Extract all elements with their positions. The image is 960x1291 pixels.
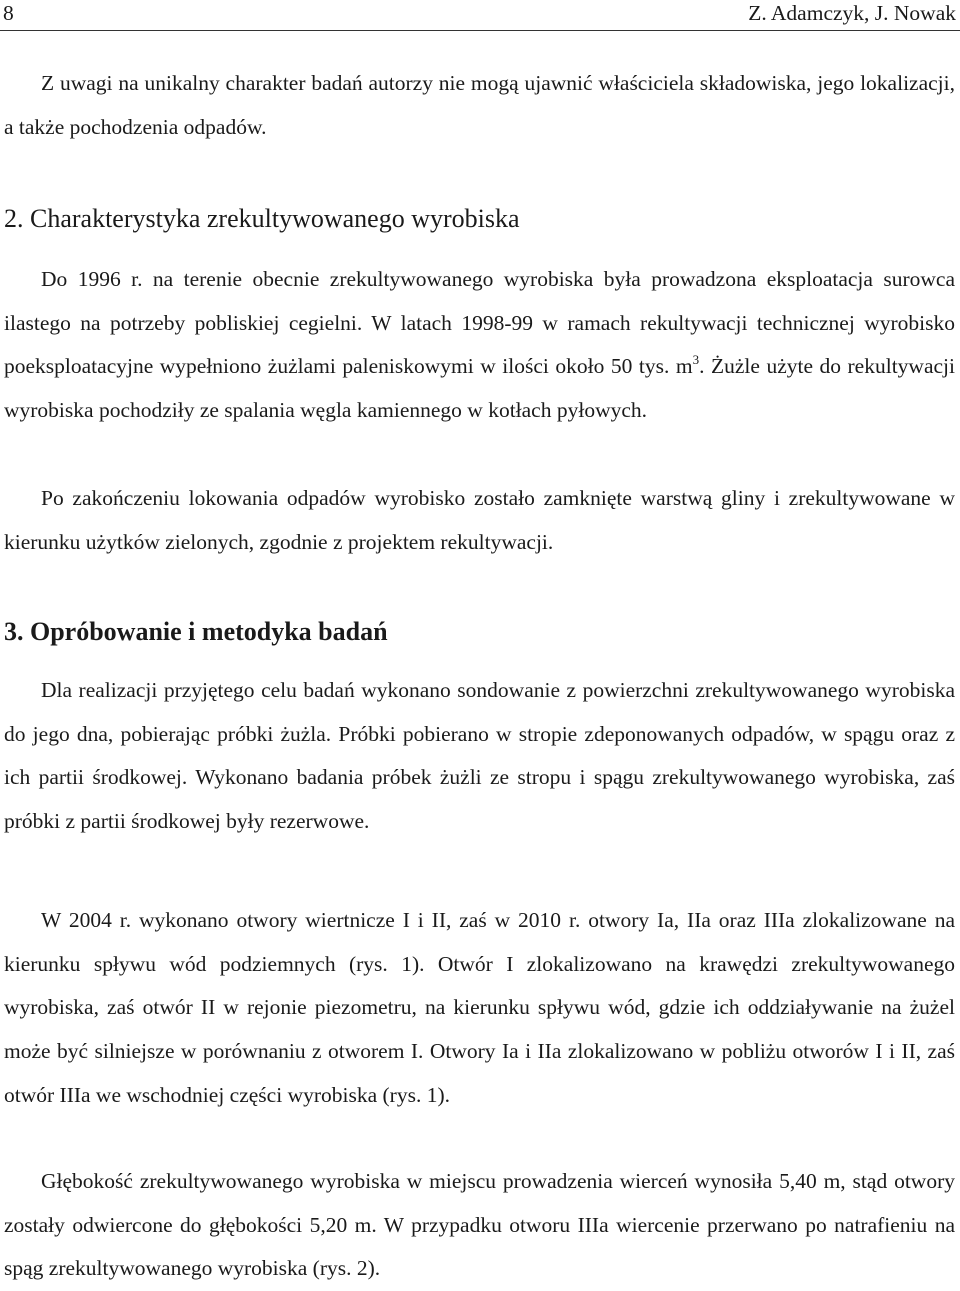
- page-header: [0, 0, 960, 31]
- running-head-authors: Z. Adamczyk, J. Nowak: [748, 1, 956, 25]
- section-2-paragraph-2: Po zakończeniu lokowania odpadów wyrobisko zostało zamknięte warstwą gliny i zrekultywowane w kierunku użytków zielonych, zgodnie z projektem rekultywacji.: [4, 486, 955, 554]
- section-3-paragraph-1: Dla realizacji przyjętego celu badań wykonano sondowanie z powierzchni zrekultywowanego wyrobiska do jego dna, pobierając próbki żużla. Próbki pobierano w stropie zdeponowanych odpadów, w spągu oraz z ich partii środkowej. Wykonano badania próbek żużli ze stropu i spągu zrekultywowanego wyrobiska, zaś próbki z partii środkowej były rezerwowe.: [4, 678, 955, 834]
- cubic-superscript: 3: [692, 352, 700, 368]
- section-2-paragraph-1-text-b: . Żużle użyte do rekultywacji wyrobiska pochodziły ze spalania węgla kamiennego w kotłach pyłowych.: [4, 354, 955, 423]
- section-3-paragraph-3: Głębokość zrekultywowanego wyrobiska w miejscu prowadzenia wierceń wynosiła 5,40 m, stąd otwory zostały odwiercone do głębokości 5,20 m. W przypadku otworu IIIa wiercenie przerwano po natrafieniu na spąg zrekultywowanego wyrobiska (rys. 2).: [4, 1169, 955, 1281]
- section-2-heading: 2. Charakterystyka zrekultywowanego wyrobiska: [4, 204, 520, 233]
- intro-paragraph: Z uwagi na unikalny charakter badań autorzy nie mogą ujawnić właściciela składowiska, jego lokalizacji, a także pochodzenia odpadów.: [4, 71, 955, 139]
- section-2-paragraph-1-text-a: Do 1996 r. na terenie obecnie zrekultywowanego wyrobiska była prowadzona eksploatacja surowca ilastego na potrzeby pobliskiej cegielni. W latach 1998-99 w ramach rekultywacji technicznej wyrobisko poeksploatacyjne wypełniono żużlami paleniskowymi w ilości około 50 tys. m: [4, 267, 955, 379]
- section-2-paragraph-1: [4, 258, 955, 433]
- section-3-paragraph-2: W 2004 r. wykonano otwory wiertnicze I i II, zaś w 2010 r. otwory Ia, IIa oraz IIIa zlokalizowane na kierunku spływu wód podziemnych (rys. 1). Otwór I zlokalizowano na krawędzi zrekultywowanego wyrobiska, zaś otwór II w rejonie piezometru, na kierunku spływu wód, gdzie ich oddziaływanie na żużel może być silniejsze w porównaniu z otworem I. Otwory Ia i IIa zlokalizowano w pobliżu otworów I i II, zaś otwór IIIa we wschodniej części wyrobiska (rys. 1).: [4, 908, 955, 1107]
- page-number: 8: [3, 1, 14, 25]
- section-3-heading: 3. Opróbowanie i metodyka badań: [4, 617, 388, 646]
